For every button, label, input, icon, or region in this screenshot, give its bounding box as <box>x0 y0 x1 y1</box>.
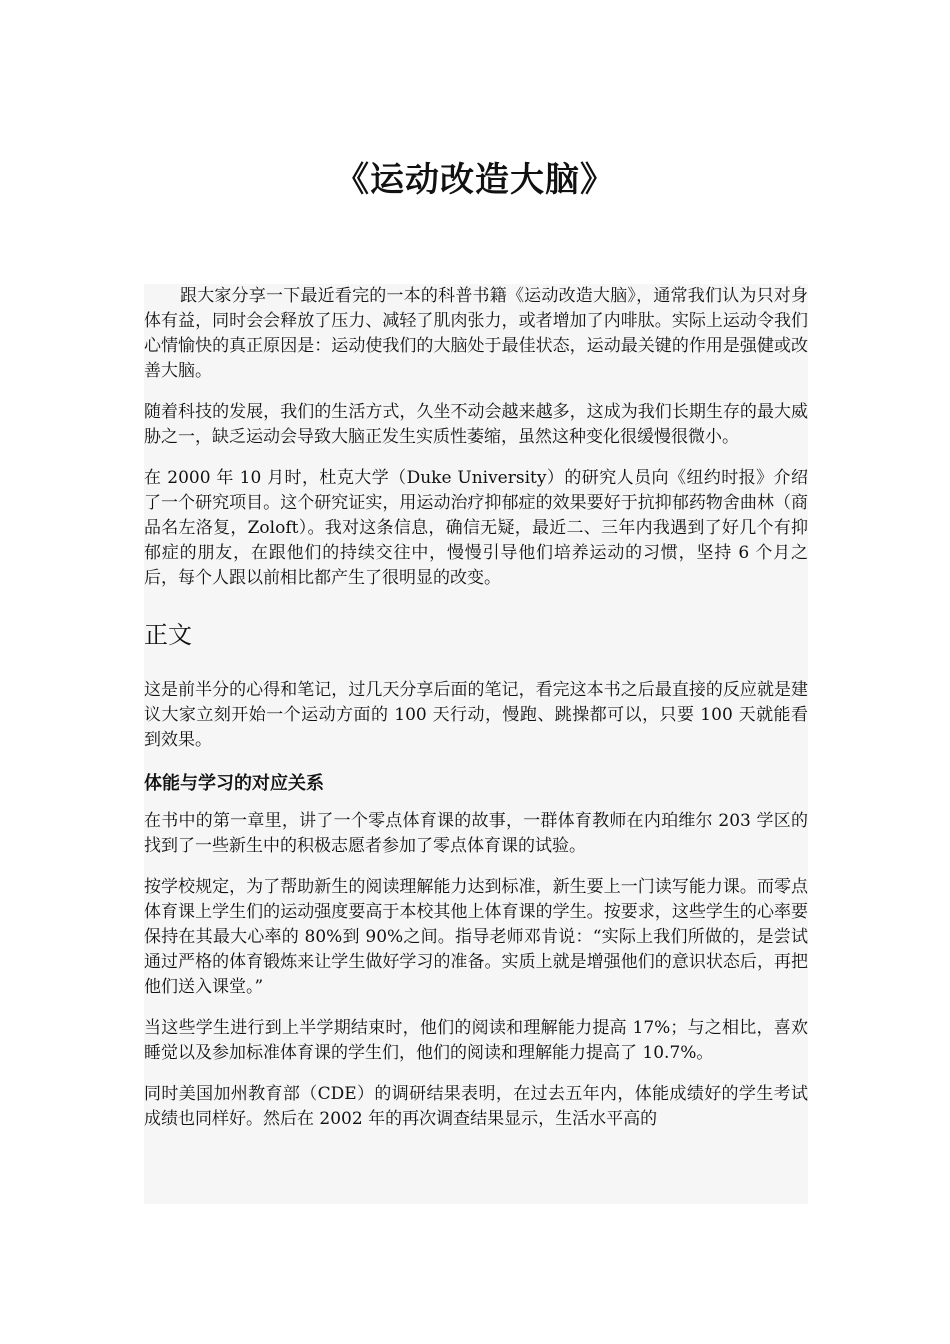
subsection-paragraph-3: 当这些学生进行到上半学期结束时，他们的阅读和理解能力提高 17%；与之相比，喜欢睡觉以及参加标准体育课的学生们，他们的阅读和理解能力提高了 10.7%。 <box>144 1018 808 1063</box>
subsection-paragraph-1: 在书中的第一章里，讲了一个零点体育课的故事，一群体育教师在内珀维尔 203 学区的找到了一些新生中的积极志愿者参加了零点体育课的试验。 <box>144 811 808 856</box>
subsection-heading: 体能与学习的对应关系 <box>144 773 324 794</box>
subsection-paragraph-2: 按学校规定，为了帮助新生的阅读理解能力达到标准，新生要上一门读写能力课。而零点体育课上学生们的运动强度要高于本校其他上体育课的学生。按要求，这些学生的心率要保持在其最大心率的 80%到 90%之间。指导老师邓肯说：“实际上我们所做的，是尝试通过严格的体育锻炼来让学生做好学习的准备。实质上就是增强他们的意识状态后，再把他们送入课堂。” <box>144 877 808 997</box>
article-body <box>144 284 808 1204</box>
section-intro-paragraph: 这是前半分的心得和笔记，过几天分享后面的笔记，看完这本书之后最直接的反应就是建议大家立刻开始一个运动方面的 100 天行动，慢跑、跳操都可以，只要 100 天就能看到效果。 <box>144 680 808 750</box>
subsection-paragraph-4: 同时美国加州教育部（CDE）的调研结果表明，在过去五年内，体能成绩好的学生考试成绩也同样好。然后在 2002 年的再次调查结果显示，生活水平高的 <box>144 1084 808 1129</box>
section-heading: 正文 <box>144 621 192 649</box>
intro-paragraph-2: 随着科技的发展，我们的生活方式，久坐不动会越来越多，这成为我们长期生存的最大威胁之一，缺乏运动会导致大脑正发生实质性萎缩，虽然这种变化很缓慢很微小。 <box>144 402 808 447</box>
page-title: 《运动改造大脑》 <box>335 160 615 200</box>
intro-paragraph-1: 跟大家分享一下最近看完的一本的科普书籍《运动改造大脑》，通常我们认为只对身体有益，同时会会释放了压力、减轻了肌肉张力，或者增加了内啡肽。实际上运动令我们心情愉快的真正原因是：运动使我们的大脑处于最佳状态，运动最关键的作用是强健或改善大脑。 <box>144 286 808 381</box>
intro-paragraph-3: 在 2000 年 10 月时，杜克大学（Duke University）的研究人员向《纽约时报》介绍了一个研究项目。这个研究证实，用运动治疗抑郁症的效果要好于抗抑郁药物舍曲林（商品名左洛复，Zoloft）。我对这条信息，确信无疑，最近二、三年内我遇到了好几个有抑郁症的朋友，在跟他们的持续交往中，慢慢引导他们培养运动的习惯，坚持 6 个月之后，每个人跟以前相比都产生了很明显的改变。 <box>144 468 808 588</box>
